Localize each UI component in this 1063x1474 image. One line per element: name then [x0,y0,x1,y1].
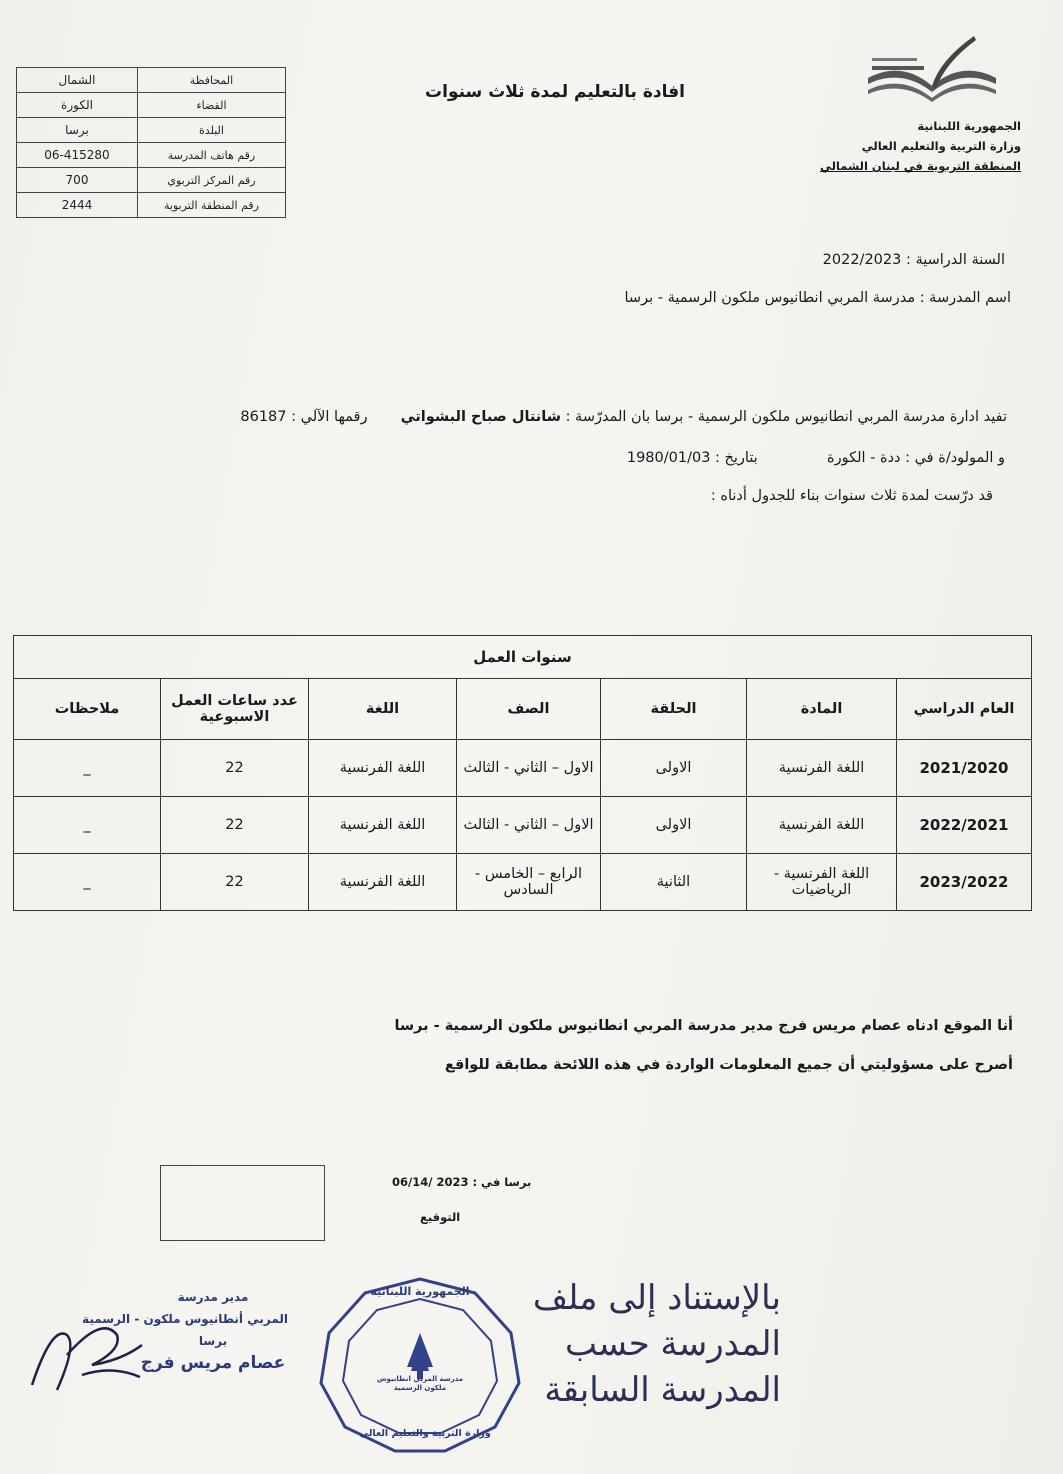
cell-year: 2023/2022 [897,854,1032,911]
cell-notes: _ [14,797,161,854]
table-caption: سنوات العمل [14,636,1032,679]
director-title: مدير مدرسة [177,1290,249,1304]
info-value: 700 [17,168,138,193]
cell-grade: الاول – الثاني - الثالث [457,797,601,854]
handwritten-line-1: بالإستناد إلى ملف [532,1278,781,1318]
region-name: المنطقة التربوية في لبنان الشمالي [819,159,1021,173]
certificate-line-2 [627,450,1005,466]
signature-box [160,1165,325,1241]
info-row [17,193,286,218]
work-years-table [13,635,1032,911]
ministry-name: وزارة التربية والتعليم العالي [861,139,1021,153]
column-header: الحلقة [601,679,747,740]
info-row [17,93,286,118]
school-info-table [16,67,286,218]
document-title: افادة بالتعليم لمدة ثلاث سنوات [425,82,685,102]
cell-year: 2022/2021 [897,797,1032,854]
teacher-id: رقمها الآلي : 86187 [240,409,368,425]
ministry-book-logo-icon [862,30,1002,112]
info-label: البلدة [138,118,286,143]
info-label: رقم المنطقة التربوية [138,193,286,218]
ministry-header [820,116,1021,176]
info-row [17,68,286,93]
info-row [17,168,286,193]
info-value: 2444 [17,193,138,218]
cell-subject: اللغة الفرنسية - الرياضيات [747,854,897,911]
certificate-intro: تفيد ادارة مدرسة المربي انطانيوس ملكون الرسمية - برسا بان المدرّسة : [565,409,1007,425]
republic-name: الجمهورية اللبنانية [917,119,1021,133]
birth-date: بتاريخ : 1980/01/03 [626,450,758,466]
info-value: برسا [17,118,138,143]
academic-year: السنة الدراسية : 2022/2023 [822,252,1005,268]
info-label: القضاء [138,93,286,118]
cell-subject: اللغة الفرنسية [747,740,897,797]
info-label: رقم هاتف المدرسة [138,143,286,168]
cell-notes: _ [14,740,161,797]
cell-language: اللغة الفرنسية [309,797,457,854]
cell-cycle: الثانية [601,854,747,911]
declaration-line-2: أصرح على مسؤوليتي أن جميع المعلومات الواردة في هذه اللائحة مطابقة للواقع [444,1057,1013,1073]
school-name: اسم المدرسة : مدرسة المربي انطانيوس ملكون الرسمية - برسا [624,290,1011,306]
column-header: المادة [747,679,897,740]
column-header: عدد ساعات العمل الاسبوعية [161,679,309,740]
director-town: برسا [198,1334,228,1348]
info-label: المحافظة [138,68,286,93]
column-header: العام الدراسي [897,679,1032,740]
cell-language: اللغة الفرنسية [309,854,457,911]
seal-outer-top: الجمهورية اللبنانية [370,1285,470,1298]
cell-grade: الرابع – الخامس - السادس [457,854,601,911]
cell-hours: 22 [161,854,309,911]
table-row [14,854,1032,911]
cell-cycle: الاولى [601,740,747,797]
director-signature-scribble [22,1305,152,1400]
cell-notes: _ [14,854,161,911]
cell-hours: 22 [161,797,309,854]
cell-cycle: الاولى [601,797,747,854]
seal-inner-text: مدرسة المربي انطانيوس ملكون الرسمية [376,1375,464,1392]
info-value: الكورة [17,93,138,118]
birth-place: و المولود/ة في : ددة - الكورة [826,450,1005,466]
place-date: برسا في : 2023 /06/14 [392,1175,532,1189]
cell-year: 2021/2020 [897,740,1032,797]
info-row [17,143,286,168]
cell-grade: الاول – الثاني - الثالث [457,740,601,797]
certificate-line-3: قد درّست لمدة ثلاث سنوات بناء للجدول أدناه : [710,488,993,504]
seal-outer-bottom: وزارة التربية والتعليم العالي [359,1428,491,1439]
director-school: المربي أنطانيوس ملكون - الرسمية [82,1312,288,1326]
declaration-line-1: أنا الموقع ادناه عصام مريس فرج مدير مدرسة المربي انطانيوس ملكون الرسمية - برسا [394,1018,1013,1034]
handwritten-line-2: المدرسة حسب [565,1324,781,1364]
info-value: الشمال [17,68,138,93]
cell-language: اللغة الفرنسية [309,740,457,797]
signature-label: التوقيع [420,1210,461,1224]
cell-subject: اللغة الفرنسية [747,797,897,854]
column-header: الصف [457,679,601,740]
cell-hours: 22 [161,740,309,797]
certificate-line-1 [240,409,1007,425]
info-value: 06-415280 [17,143,138,168]
info-row [17,118,286,143]
column-header: ملاحظات [14,679,161,740]
column-header: اللغة [309,679,457,740]
table-row [14,740,1032,797]
director-name: عصام مريس فرج [140,1353,286,1373]
handwritten-line-3: المدرسة السابقة [544,1370,781,1410]
teacher-name: شانتال صباح البشواتي [400,409,561,425]
info-label: رقم المركز التربوي [138,168,286,193]
table-row [14,797,1032,854]
director-stamp [82,1286,288,1374]
